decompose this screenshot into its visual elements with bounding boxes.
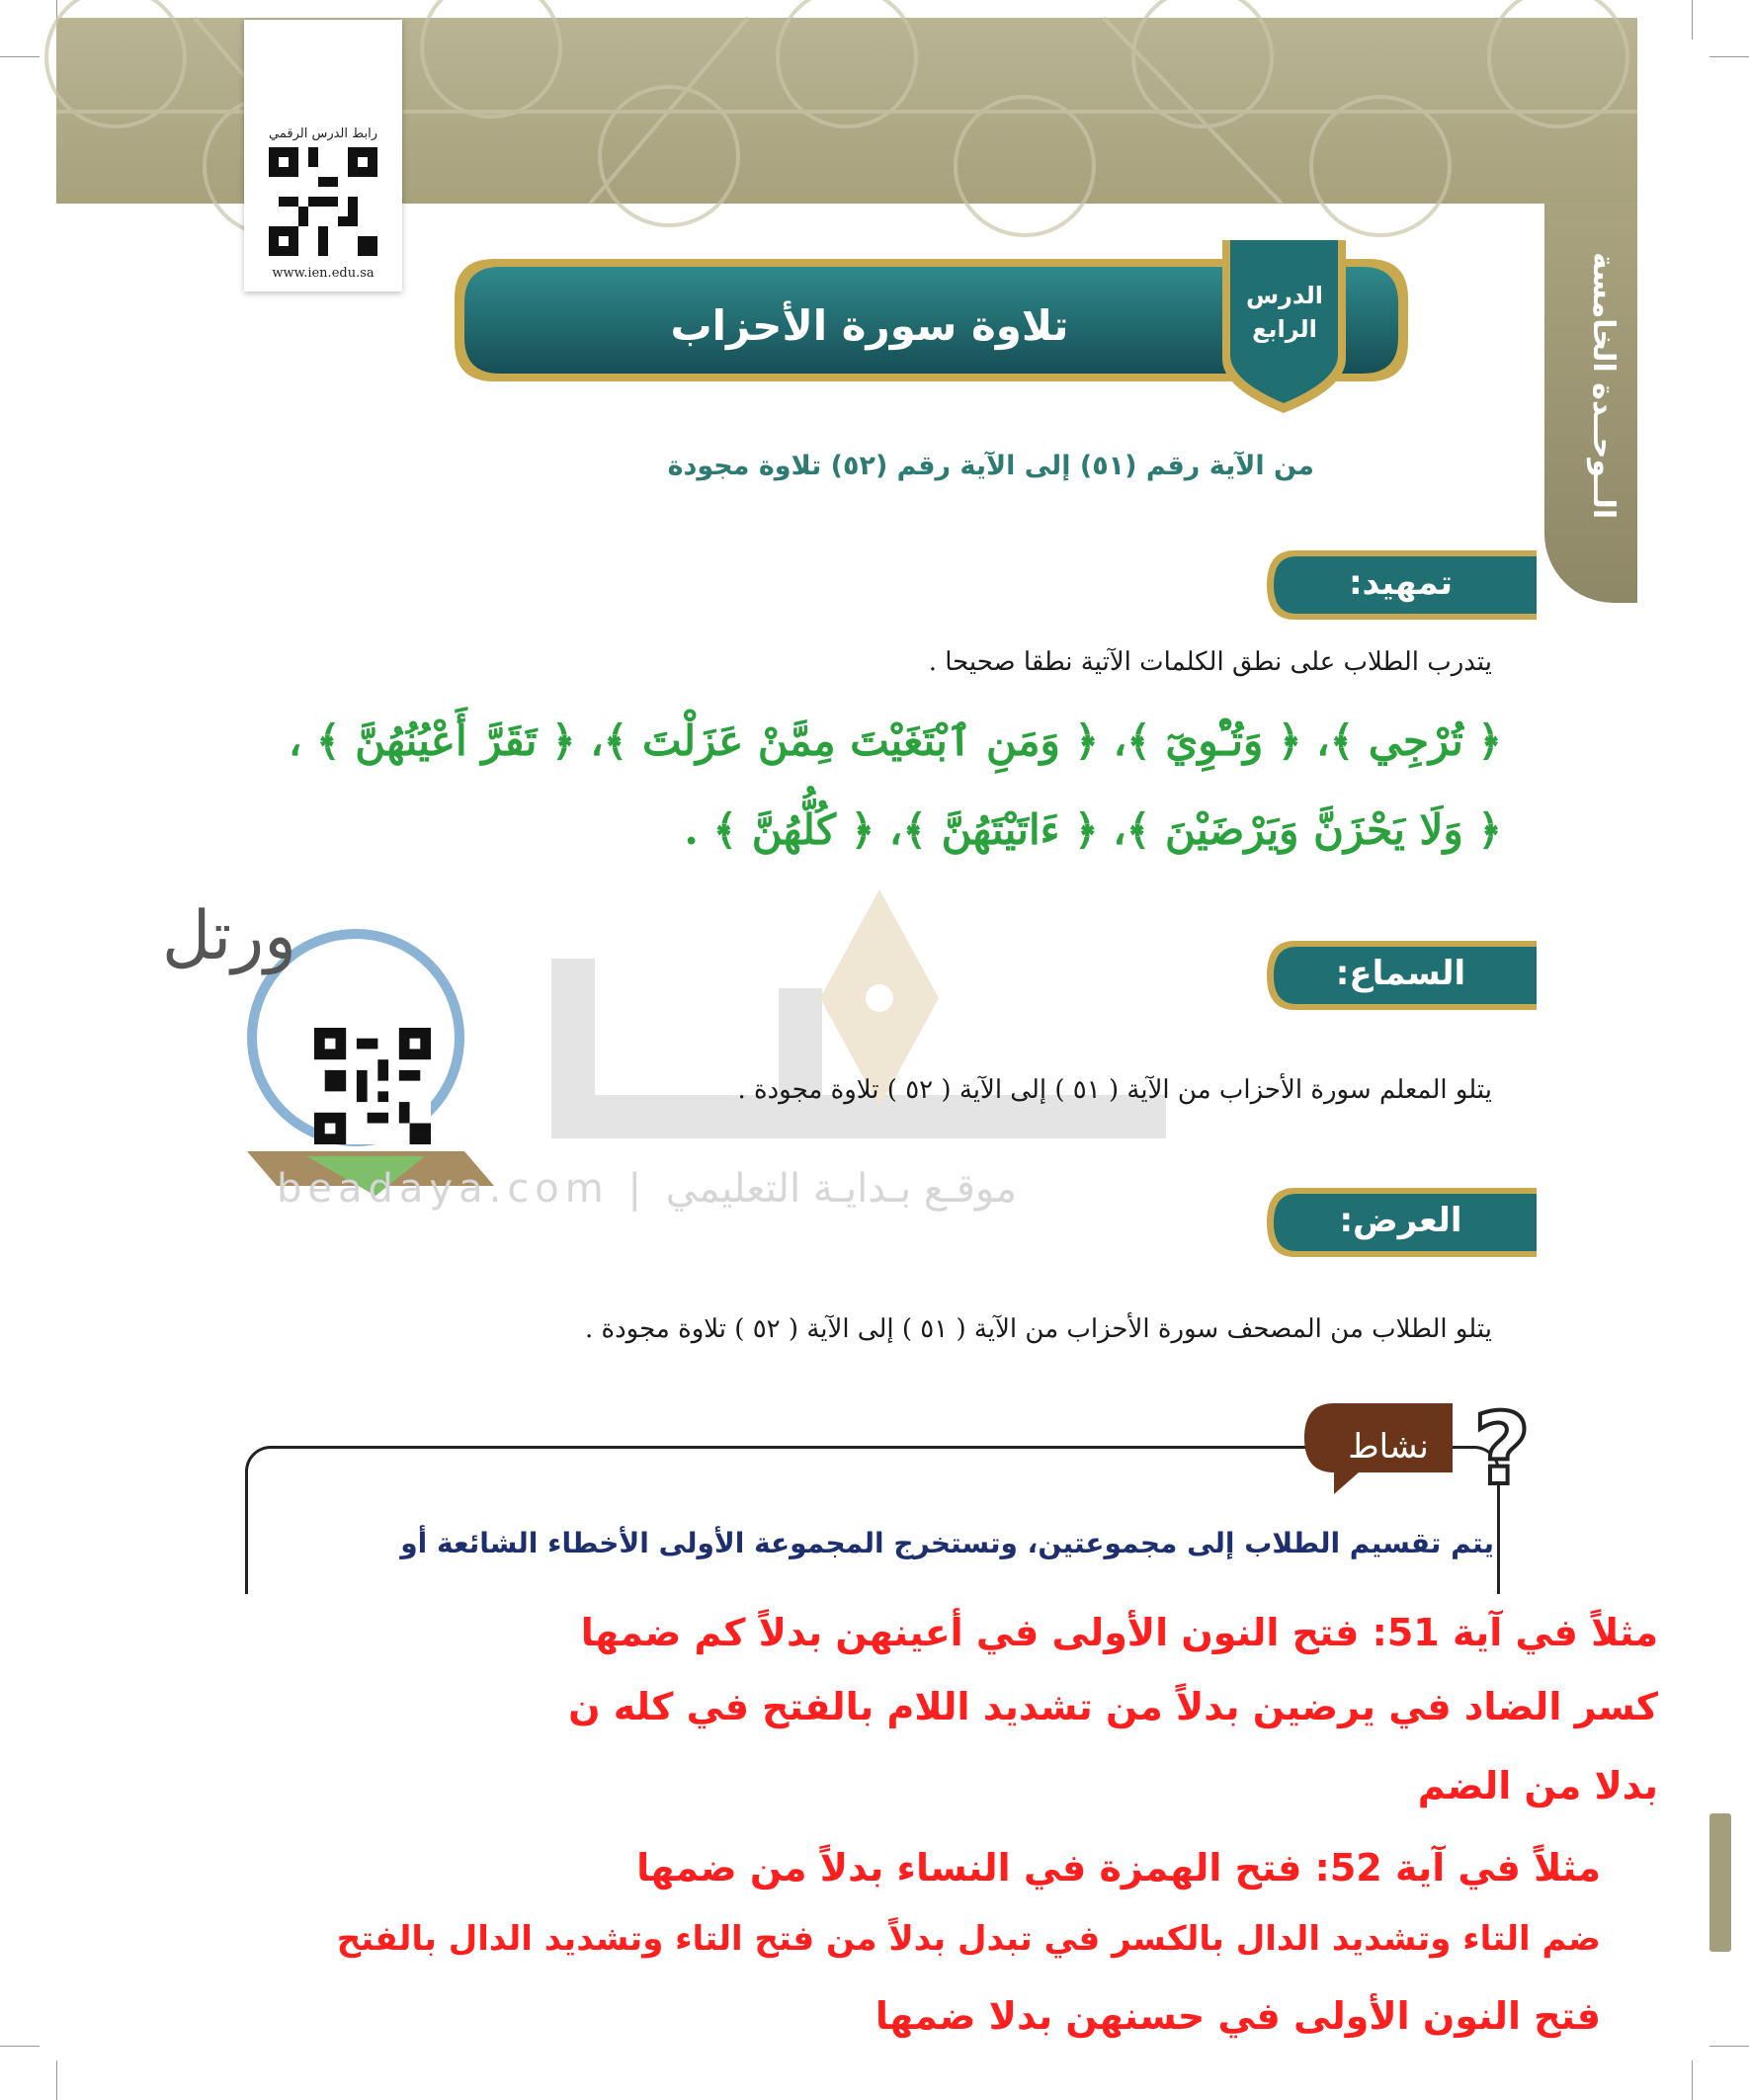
section-heading-listening: السماع: <box>1335 954 1466 993</box>
page-edge-tab <box>1709 1813 1731 1952</box>
activity-text: يتم تقسيم الطلاب إلى مجموعتين، وتستخرج المجموعة الأولى الأخطاء الشائعة أو <box>400 1527 1494 1559</box>
crop-mark <box>1709 56 1749 57</box>
listening-qr-card[interactable] <box>314 1028 431 1144</box>
answer-line: كسر الضاد في يرضين بدلاً من تشديد اللام بالفتح في كله ن <box>568 1685 1658 1728</box>
lesson-tag-line2: الرابع <box>1252 315 1317 343</box>
logo-calligraphy: ورتل <box>161 897 296 975</box>
crop-mark <box>1692 0 1693 40</box>
quran-words-line2: ﴿ وَلَا يَحْزَنَّ وَيَرْضَيْنَ ﴾، ﴿ ءَاتَيْتَهُنَّ ﴾، ﴿ كُلُّهُنَّ ﴾ . <box>684 805 1502 854</box>
crop-mark <box>0 2046 40 2047</box>
question-mark-icon: ? <box>1472 1391 1531 1507</box>
lesson-subtitle: من الآية رقم (٥١) إلى الآية رقم (٥٢) تلاوة مجودة <box>667 451 1314 481</box>
crop-mark <box>56 2060 57 2100</box>
answer-line: مثلاً في آية 52: فتح الهمزة في النساء بدلاً من ضمها <box>636 1846 1601 1890</box>
lesson-title: تلاوة سورة الأحزاب <box>670 301 1069 350</box>
unit-label: الــوحــدة الخامسة <box>1586 251 1621 520</box>
qr-url[interactable]: www.ien.edu.sa <box>272 266 375 281</box>
qr-label: رابط الدرس الرقمي <box>269 126 377 141</box>
crop-mark <box>0 56 40 57</box>
answer-line: بدلا من الضم <box>1417 1764 1658 1807</box>
presentation-text: يتلو الطلاب من المصحف سورة الأحزاب من الآية ( ٥١ ) إلى الآية ( ٥٢ ) تلاوة مجودة . <box>584 1314 1492 1344</box>
lesson-number <box>1230 279 1339 346</box>
intro-text: يتدرب الطلاب على نطق الكلمات الآتية نطقا صحيحا . <box>928 647 1492 677</box>
digital-lesson-qr-card[interactable] <box>244 20 402 292</box>
crop-mark <box>1692 2060 1693 2100</box>
section-heading-intro: تمهيد: <box>1348 563 1454 603</box>
quran-words-line1: ﴿ تُرْجِي ﴾، ﴿ وَتُـْٔوِيٓ ﴾، ﴿ وَمَنِ ٱبْتَغَيْتَ مِمَّنْ عَزَلْتَ ﴾، ﴿ تَقَرَّ أَعْيُنُهُنَّ ﴾ ، <box>288 716 1502 765</box>
qr-code-icon[interactable] <box>314 1028 431 1144</box>
activity-label: نشاط <box>1348 1427 1429 1467</box>
listening-text: يتلو المعلم سورة الأحزاب من الآية ( ٥١ ) إلى الآية ( ٥٢ ) تلاوة مجودة . <box>737 1075 1492 1105</box>
watermark-text: beadaya.com | موقـع بـدايـة التعليمي <box>277 1166 1018 1212</box>
answer-line: فتح النون الأولى في حسنهن بدلا ضمها <box>874 1994 1601 2038</box>
answer-line: مثلاً في آية 51: فتح النون الأولى في أعينهن بدلاً كم ضمها <box>580 1611 1658 1654</box>
lesson-tag-line1: الدرس <box>1245 282 1324 309</box>
section-heading-presentation: العرض: <box>1339 1201 1462 1240</box>
crop-mark <box>1709 2046 1749 2047</box>
qr-code-icon[interactable] <box>269 147 377 256</box>
answer-line: ضم التاء وتشديد الدال بالكسر في تبدل بدلاً من فتح التاء وتشديد الدال بالفتح <box>336 1919 1601 1959</box>
